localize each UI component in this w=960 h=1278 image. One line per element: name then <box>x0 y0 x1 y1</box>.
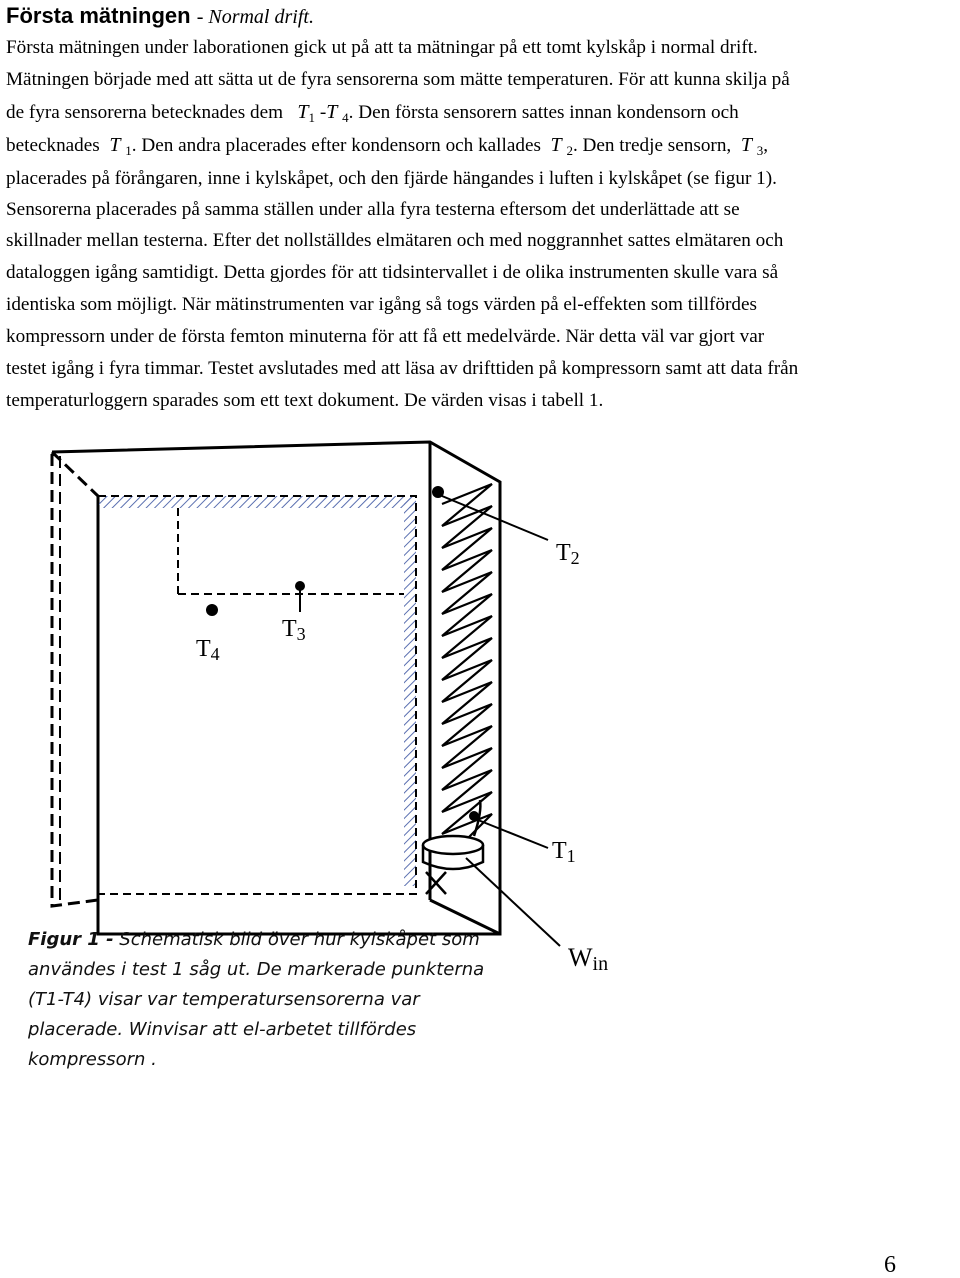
paragraph-text: . Den tredje sensorn, <box>572 135 732 156</box>
paragraph-line: Mätningen började med att sätta ut de fyra sensorerna som mätte temperaturen. För att kunna skilja på <box>6 69 790 90</box>
paragraph-line: kompressorn under de första femton minuterna för att få ett medelvärde. När detta väl var gjort var <box>6 326 765 347</box>
paragraph-text: . Den andra placerades efter kondensorn och kallades <box>131 135 541 156</box>
sensor-t1-dot <box>469 811 479 821</box>
sensor-t3-dot <box>295 581 305 591</box>
dash: - <box>319 102 327 123</box>
paragraph-text: , <box>763 135 769 156</box>
figure-caption-line: (T1-T4) visar var temperatursensorerna var <box>28 989 420 1010</box>
label-win: Win <box>568 943 609 975</box>
paragraph-line: temperaturloggern sparades som ett text dokument. De värden visas i tabell 1. <box>6 390 604 411</box>
symbol-t: T <box>297 101 309 123</box>
figure-caption-line: placerade. Winvisar att el-arbetet tillfördes <box>28 1019 417 1040</box>
symbol-t: T <box>740 134 752 156</box>
paragraph-line: placerades på förångaren, inne i kylskåpet, och den fjärde hängandes i luften i kylskåpet (se figur 1). <box>6 168 777 189</box>
paragraph-line: Sensorerna placerades på samma ställen under alla fyra testerna eftersom det underlättade att se <box>6 199 740 220</box>
paragraph-line <box>6 133 768 163</box>
figure-caption-line: användes i test 1 såg ut. De markerade punkterna <box>28 959 485 980</box>
subscript: 2 <box>566 143 573 158</box>
subscript: 1 <box>125 143 132 158</box>
paragraph-text: . Den första sensorern sattes innan kondensorn och <box>348 102 739 123</box>
cabinet-body <box>52 442 500 934</box>
paragraph-line: testet igång i fyra timmar. Testet avslutades med att läsa av drifttiden på kompressorn samt att data från <box>6 358 799 379</box>
subscript: 3 <box>756 143 764 158</box>
label-t4: T4 <box>196 636 220 664</box>
page-number: 6 <box>884 1252 896 1278</box>
subscript: 1 <box>308 110 316 125</box>
paragraph-line: skillnader mellan testerna. Efter det nollställdes elmätaren och med noggrannhet sattes elmätaren och <box>6 230 784 251</box>
caption-label: Figur 1 - <box>28 929 114 950</box>
inner-cavity <box>98 496 416 894</box>
paragraph-line: Första mätningen under laborationen gick ut på att ta mätningar på ett tomt kylskåp i normal drift. <box>6 37 758 58</box>
paragraph-line <box>6 100 739 130</box>
label-t1: T1 <box>552 838 576 866</box>
figure-caption-line: kompressorn . <box>28 1049 157 1070</box>
section-heading <box>6 2 314 31</box>
label-t3: T3 <box>282 616 306 644</box>
paragraph-text: de fyra sensorerna betecknades dem <box>6 102 284 123</box>
paragraph-text: betecknades <box>6 135 100 156</box>
label-t2: T2 <box>556 540 580 568</box>
sensor-t4-dot <box>206 604 218 616</box>
symbol-t: T <box>550 134 562 156</box>
heading-title: Första mätningen <box>6 3 191 28</box>
symbol-t: T <box>326 101 338 123</box>
symbol-t: T <box>109 134 121 156</box>
caption-text: Schematisk bild över hur kylskåpet som <box>113 929 480 950</box>
figure-caption-line <box>28 928 480 952</box>
paragraph-line: dataloggen igång samtidigt. Detta gjordes för att tidsintervallet i de olika instrumenten skulle vara så <box>6 262 779 283</box>
heading-subtitle: - Normal drift. <box>196 6 314 28</box>
condenser-coil <box>442 484 492 848</box>
paragraph-line: identiska som möjligt. När mätinstrumenten var igång så togs värden på el-effekten som tillfördes <box>6 294 757 315</box>
subscript: 4 <box>342 110 349 125</box>
open-door <box>52 452 98 906</box>
